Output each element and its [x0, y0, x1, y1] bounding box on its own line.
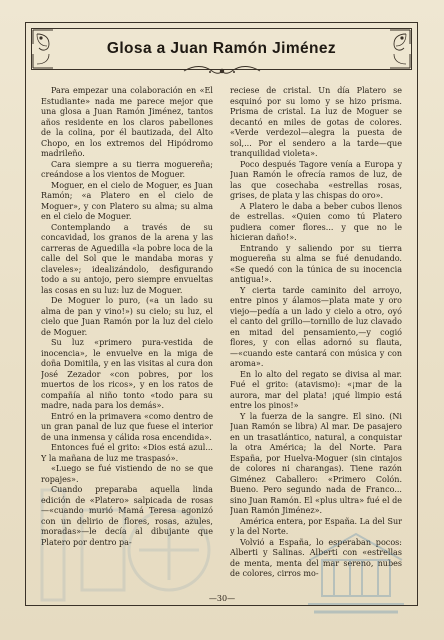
- paragraph: América entera, por España. La del Sur y la del Norte.: [230, 516, 402, 536]
- paragraph: Moguer, en el cielo de Moguer, es Juan Ramón; «a Platero en el cielo de Moguer», y con Platero su alma; su alma en el cielo de Moguer.: [41, 180, 213, 221]
- paragraph: En lo alto del regato se divisa al mar. Fué el grito: (atavismo): «¡mar de la aurora, mar del plata! ¡qué limpio está entre los pinos!»: [230, 369, 402, 410]
- paragraph: De Moguer lo puro, («a un lado su alma de pan y vino!») su cielo; su luz, el cielo que Juan Ramón por la luz del cielo de Moguer.: [41, 296, 213, 337]
- paragraph: «Luego se fué vistiendo de no se que ropajes».: [41, 464, 213, 484]
- paragraph: Entró en la primavera «como dentro de un gran panal de luz que fuese el interior de una inmensa y cálida rosa encendida».: [41, 411, 213, 442]
- paragraph: A Platero le daba a beber cubos llenos de estrellas. «Quien como tú Platero pudiera comer flores... y que no le hicieran daño!».: [230, 201, 402, 242]
- library-stamp-icon: [300, 520, 412, 620]
- paragraph: Y la fuerza de la sangre. El sino. (Ni Juan Ramón se libra) Al mar. De pasajero en un trasatlántico, natural, a conquistar la otra América; la del Norte. Para España, por Huelva-Moguer (sin cintajos de colores ni charangas). Tiene razón Giménez Caballero: «Primero Colón. Bueno. Pero segundo nada de Franco... sino Juan Ramón. El «plus ultra» fué el de Juan Ramón Jiménez».: [230, 411, 402, 515]
- paragraph: Su luz «primero pura-vestida de inocencia», le envuelve en la miga de doña Domitila, y en las visitas al cura don José Zezador «con pobres, por los muertos de los ricos», y en los ratos de compañía al niño tonto «todo para su madre, nada para los demás».: [41, 338, 213, 410]
- article-title: Glosa a Juan Ramón Jiménez: [106, 40, 337, 57]
- paragraph: Volvió a España, lo esperaban pocos: Alberti y Salinas. Alberti con «estrellas de menta, menta del mar sereno, nubes de colores, cirros mo-: [230, 537, 402, 578]
- paragraph: Entrando y saliendo por su tierra moguereña su alma se fué denudando. «Se quedó con la túnica de su inocencia antigua!».: [230, 243, 402, 284]
- paragraph: Entonces fué el grito: «Dios está azul... Y la mañana de luz me traspasó».: [41, 443, 213, 463]
- paragraph: Cuando preparaba aquella linda edición de «Platero» salpicada de rosas—«cuando murió Mamá Teresa agonizó con un delirio de flores, rosas, azules, moradas»—le decía al dibujante que Platero por dentro pa-: [41, 485, 213, 547]
- watermark-seal-icon: [34, 480, 224, 610]
- title-ornament-center-icon: [180, 64, 264, 78]
- paragraph: Contemplando a través de su concavidad, los granos de la arena y las carreras de Aguedilla «la pobre loca de la calle del Sol que le mandaba moras y claveles»; idealizándolo, desfigurando todo a su antojo, pero siempre envueltas las cosas en su luz: luz de Moguer.: [41, 222, 213, 295]
- title-ornament-right-icon: [352, 28, 412, 70]
- paragraph: Poco después Tagore venía a Europa y Juan Ramón le ofrecía ramos de luz, de las que cosechaba «estrellas rosas, grises, de plata y las chispas do oro».: [230, 159, 402, 200]
- paragraph: Cara siempre a su tierra moguereña; creándose a los vientos de Moguer.: [41, 159, 213, 179]
- paragraph: Y cierta tarde caminito del arroyo, entre pinos y álamos—plata mate y oro viejo—pedía a un lado y cielo a otro, oyó el canto del grillo—tornillo de luz clavado en mitad del pensamiento,—y cogió flores, y con ellas adornó su flauta,—«cuando este cantará con música y con aroma».: [230, 285, 402, 368]
- paragraph: Para empezar una colaboración en «El Estudiante» nada me parece mejor que una glosa a Juan Ramón Jiménez, tantos años residente en los claros pabellones de la colina, por él bautizada, del Alto Chopo, en los extremos del Hipódromo madrileño.: [41, 86, 213, 158]
- page-number: —30—: [208, 594, 236, 603]
- title-ornament-left-icon: [31, 28, 91, 70]
- paragraph: reciese de cristal. Un día Platero se esquinó por su lomo y se hizo prisma. Prisma de cristal. La luz de Moguer se decantó en miles de gotas de colores. «Verde verdezol—alegra la puesta de sol,... Por el sendero a la tarde—que tranquilidad violeta».: [230, 86, 402, 158]
